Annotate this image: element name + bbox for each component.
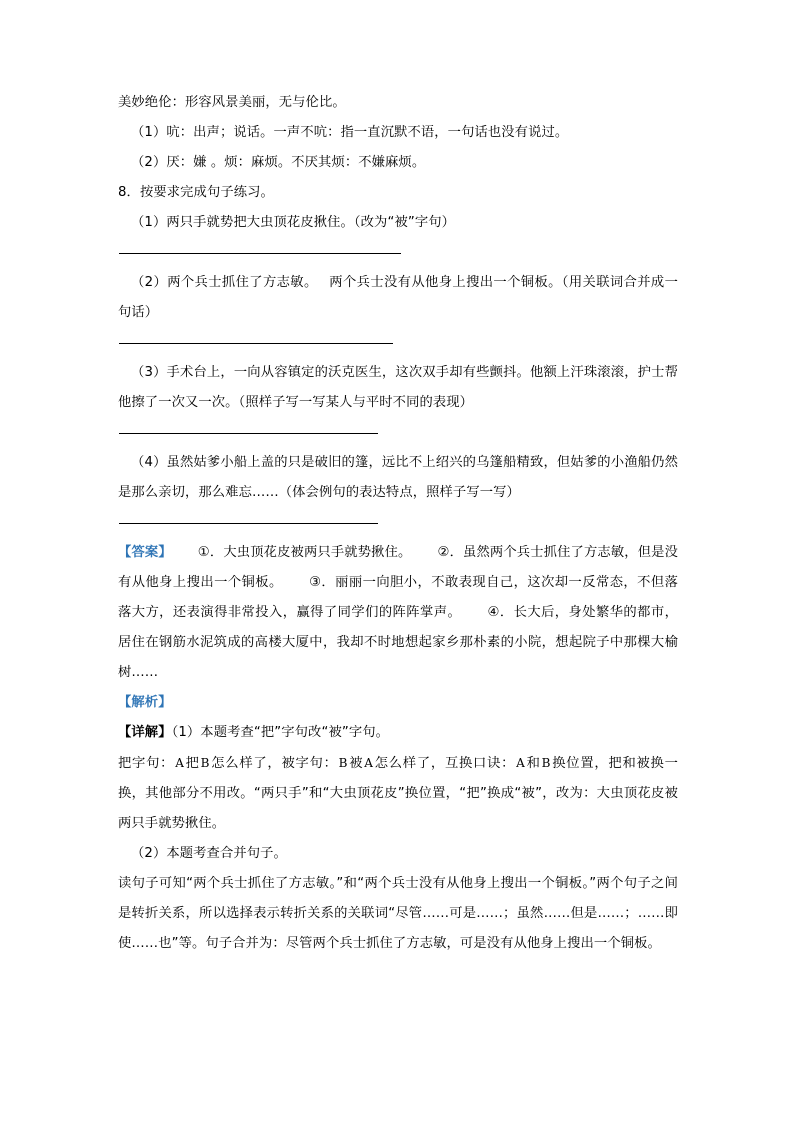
detail-label: 【详解】 <box>118 725 172 740</box>
question-8-title: 8．按要求完成句子练习。 <box>118 185 274 200</box>
vocab-line-2: （1）吭：出声；说话。一声不吭：指一直沉默不语，一句话也没有说过。 <box>131 125 569 140</box>
q1-body-c: 怎么样了，被字句： <box>210 756 338 771</box>
answer-blank-rule <box>119 253 401 254</box>
answer-blank-rule <box>119 523 378 524</box>
q1-body-e: 怎么样了，互换口诀： <box>374 756 516 771</box>
analysis-q1-body <box>118 748 678 839</box>
question-8-item-2: （2）两个兵士抓住了方志敏。 两个兵士没有从他身上搜出一个铜板。（用关联词合并成一句话） <box>118 275 678 320</box>
answer-blank-4[interactable] <box>118 508 678 538</box>
q1-body-a: 把字句： <box>118 756 175 771</box>
q1-latin-a1: A <box>175 756 184 770</box>
answer-label: 【答案】 <box>118 545 172 560</box>
answer-item-2-text: 虽然两个兵士抓住了方志敏，但是没有从他身上搜出一个铜板。 <box>118 545 678 590</box>
answer-block <box>118 538 678 688</box>
q1-latin-a2: A <box>364 756 374 770</box>
answer-item-4-marker: ④． <box>487 605 514 620</box>
analysis-label: 【解析】 <box>118 695 172 710</box>
q1-body-b: 把 <box>184 756 200 771</box>
q1-body-g: 换位置，把和被换一换，其他部分不用改。“两只手”和“大虫顶花皮”换位置，“把”换成“被”，改为：大虫顶花皮被两只手就势揪住。 <box>118 756 678 831</box>
answer-item-3-text: 丽丽一向胆小，不敢表现自己，这次却一反常态，不但落落大方，还表演得非常投入，赢得了同学们的阵阵掌声。 <box>118 575 679 620</box>
answer-item-1-text: 大虫顶花皮被两只手就势揪住。 <box>223 545 412 560</box>
question-8-item-1: （1）两只手就势把大虫顶花皮揪住。（改为“被”字句） <box>131 215 456 230</box>
vocab-line-1: 美妙绝伦：形容风景美丽，无与伦比。 <box>118 95 346 110</box>
answer-item-1-marker: ①． <box>197 545 224 560</box>
answer-blank-3[interactable] <box>118 418 678 448</box>
analysis-q1-heading-text: （1）本题考查“把”字句改“被”字句。 <box>171 725 390 740</box>
vocab-line-3: （2）厌：嫌 。烦：麻烦。不厌其烦：不嫌麻烦。 <box>131 155 426 170</box>
analysis-q2-heading: （2）本题考查合并句子。 <box>131 846 287 861</box>
q1-latin-b2: B <box>338 756 348 770</box>
analysis-q1-heading <box>118 718 678 748</box>
answer-blank-rule <box>119 433 378 434</box>
answer-blank-1[interactable] <box>118 238 678 268</box>
q1-latin-b3: B <box>541 756 551 770</box>
answer-item-2-marker: ②． <box>437 545 464 560</box>
answer-blank-rule <box>119 343 393 344</box>
question-8-item-4: （4）虽然姑爹小船上盖的只是破旧的篷，远比不上绍兴的乌篷船精致，但姑爹的小渔船仍然是那么亲切，那么难忘……（体会例句的表达特点，照样子写一写） <box>118 455 678 500</box>
answer-item-4-text: 长大后，身处繁华的都市，居住在钢筋水泥筑成的高楼大厦中，我却不时地想起家乡那朴素的小院，想起院子中那棵大榆树…… <box>118 605 679 680</box>
document-body <box>118 88 678 959</box>
q1-latin-b1: B <box>200 756 210 770</box>
answer-blank-2[interactable] <box>118 328 678 358</box>
q1-latin-a3: A <box>516 756 525 770</box>
q1-body-f: 和 <box>525 756 541 771</box>
q1-body-d: 被 <box>348 756 364 771</box>
answer-item-3-marker: ③． <box>308 575 336 590</box>
question-8-item-3: （3）手术台上，一向从容镇定的沃克医生，这次双手却有些颤抖。他额上汗珠滚滚，护士帮他擦了一次又一次。（照样子写一写某人与平时不同的表现） <box>118 365 678 410</box>
analysis-q2-body: 读句子可知“两个兵士抓住了方志敏。”和“两个兵士没有从他身上搜出一个铜板。”两个句子之间是转折关系，所以选择表示转折关系的关联词“尽管……可是……；虽然……但是……；……即使……也”等。句子合并为：尽管两个兵士抓住了方志敏，可是没有从他身上搜出一个铜板。 <box>118 876 678 951</box>
analysis-label-row <box>118 688 678 718</box>
